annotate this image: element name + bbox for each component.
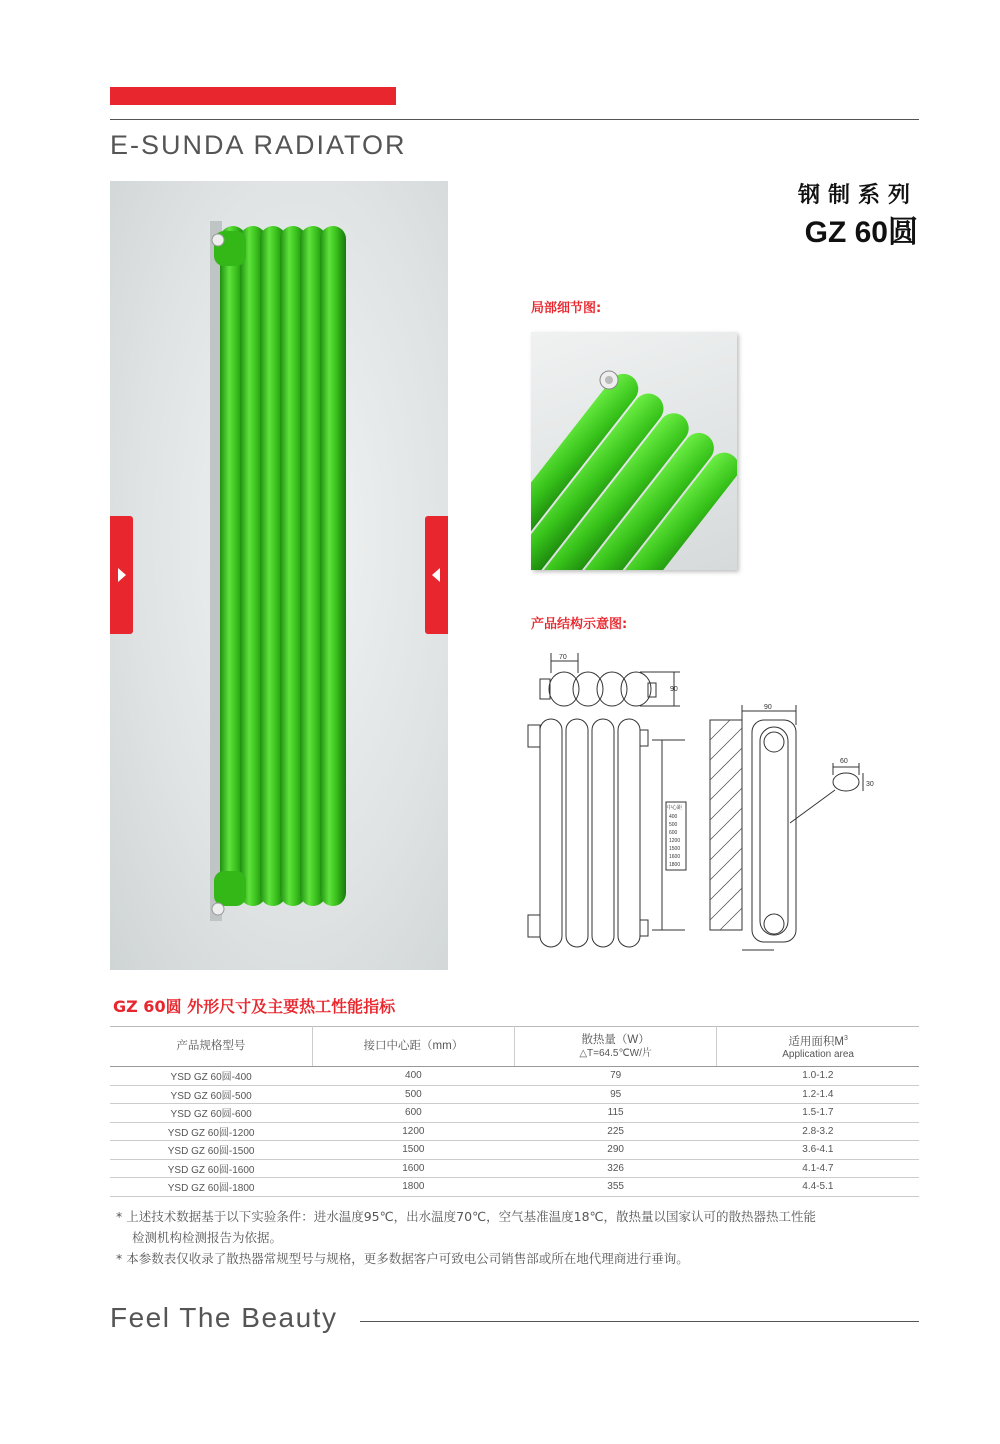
table-row bbox=[110, 1178, 919, 1197]
cell-model: YSD GZ 60圆-1800 bbox=[110, 1178, 312, 1197]
header-red-bar bbox=[110, 87, 396, 105]
cell-model: YSD GZ 60圆-500 bbox=[110, 1085, 312, 1104]
side-view-body bbox=[752, 720, 796, 942]
top-view-tube bbox=[549, 672, 579, 706]
front-view-tube bbox=[566, 719, 588, 947]
front-view-cap bbox=[528, 915, 540, 937]
side-view-tube bbox=[760, 727, 788, 935]
front-view-tube bbox=[592, 719, 614, 947]
cell-area: 2.8-3.2 bbox=[717, 1122, 919, 1141]
cell-heat: 290 bbox=[515, 1141, 717, 1160]
product-photo bbox=[110, 181, 448, 970]
header-heat-output bbox=[515, 1027, 717, 1067]
header-area-sup: 3 bbox=[843, 1034, 848, 1042]
center-value: 1200 bbox=[669, 838, 681, 844]
front-view-tube bbox=[618, 719, 640, 947]
cell-heat: 225 bbox=[515, 1122, 717, 1141]
cell-center: 1600 bbox=[312, 1159, 514, 1178]
table-row bbox=[110, 1122, 919, 1141]
cell-center: 1500 bbox=[312, 1141, 514, 1160]
wall-section bbox=[710, 720, 742, 930]
table-title: GZ 60圆 外形尺寸及主要热工性能指标 bbox=[113, 997, 396, 1016]
center-value: 1500 bbox=[669, 846, 681, 852]
cell-heat: 95 bbox=[515, 1085, 717, 1104]
dim-label-30: 30 bbox=[866, 781, 874, 788]
dim-label-90-side: 90 bbox=[670, 686, 678, 693]
next-arrow-tab[interactable] bbox=[110, 516, 133, 634]
cell-area: 3.6-4.1 bbox=[717, 1141, 919, 1160]
cell-area: 1.2-1.4 bbox=[717, 1085, 919, 1104]
center-value: 600 bbox=[669, 830, 678, 836]
radiator-detail-illustration bbox=[531, 332, 737, 570]
cell-area: 4.1-4.7 bbox=[717, 1159, 919, 1178]
header-center-distance: 接口中心距（mm） bbox=[312, 1027, 514, 1067]
table-row bbox=[110, 1104, 919, 1123]
header-model: 产品规格型号 bbox=[110, 1027, 312, 1067]
cell-center: 1200 bbox=[312, 1122, 514, 1141]
dim-label-90-top: 90 bbox=[764, 704, 772, 711]
leader-line bbox=[790, 790, 835, 823]
center-value: 400 bbox=[669, 814, 678, 820]
side-view-port bbox=[764, 732, 784, 752]
series-title: 钢制系列 bbox=[797, 183, 918, 208]
cell-heat: 326 bbox=[515, 1159, 717, 1178]
table-row bbox=[110, 1067, 919, 1086]
cell-model: YSD GZ 60圆-1500 bbox=[110, 1141, 312, 1160]
wall-hatch bbox=[710, 720, 742, 930]
cell-center: 1800 bbox=[312, 1178, 514, 1197]
header-area-main: 适用面积M bbox=[788, 1035, 844, 1048]
arrow-right-icon bbox=[118, 568, 126, 582]
front-view-cap bbox=[640, 730, 648, 746]
section-ellipse bbox=[833, 773, 859, 791]
cell-heat: 355 bbox=[515, 1178, 717, 1197]
cell-heat: 115 bbox=[515, 1104, 717, 1123]
header-divider bbox=[110, 119, 919, 120]
table-row bbox=[110, 1085, 919, 1104]
cell-center: 400 bbox=[312, 1067, 514, 1086]
header-area bbox=[717, 1027, 919, 1067]
top-view-cap bbox=[648, 683, 656, 697]
center-value: 1800 bbox=[669, 862, 681, 868]
center-value: 1600 bbox=[669, 854, 681, 860]
table-row bbox=[110, 1141, 919, 1160]
top-view-tube bbox=[573, 672, 603, 706]
cell-area: 1.0-1.2 bbox=[717, 1067, 919, 1086]
header-heat-output-sub: △T=64.5℃W/片 bbox=[579, 1047, 652, 1059]
top-view-tube bbox=[597, 672, 627, 706]
detail-section-label: 局部细节图: bbox=[531, 301, 602, 316]
center-distance-label: 中心距 bbox=[667, 805, 683, 811]
model-title: GZ 60圆 bbox=[804, 216, 918, 249]
cell-model: YSD GZ 60圆-400 bbox=[110, 1067, 312, 1086]
structure-section-label: 产品结构示意图: bbox=[531, 617, 628, 632]
table-row bbox=[110, 1159, 919, 1178]
front-view-cap bbox=[528, 725, 540, 747]
cell-center: 600 bbox=[312, 1104, 514, 1123]
top-view-tube bbox=[621, 672, 651, 706]
side-view-port bbox=[764, 914, 784, 934]
footnotes bbox=[116, 1206, 916, 1269]
cell-model: YSD GZ 60圆-600 bbox=[110, 1104, 312, 1123]
note-2: * 本参数表仅收录了散热器常规型号与规格，更多数据客户可致电公司销售部或所在地代理商进行垂询。 bbox=[116, 1251, 689, 1266]
cell-area: 4.4-5.1 bbox=[717, 1178, 919, 1197]
brand-title: E-SUNDA RADIATOR bbox=[110, 130, 407, 160]
note-1-line-2: 检测机构检测报告为依据。 bbox=[132, 1230, 283, 1245]
cell-heat: 79 bbox=[515, 1067, 717, 1086]
table-header-row bbox=[110, 1027, 919, 1067]
header-area-sub: Application area bbox=[782, 1049, 854, 1061]
dim-label-60: 60 bbox=[840, 758, 848, 765]
footer-slogan: Feel The Beauty bbox=[110, 1302, 338, 1333]
technical-drawing bbox=[520, 645, 900, 965]
front-view-cap bbox=[640, 920, 648, 936]
cell-area: 1.5-1.7 bbox=[717, 1104, 919, 1123]
dim-label-70: 70 bbox=[559, 654, 567, 661]
spec-table bbox=[110, 1026, 919, 1197]
structure-diagram bbox=[520, 645, 900, 965]
cell-model: YSD GZ 60圆-1200 bbox=[110, 1122, 312, 1141]
header-heat-output-main: 散热量（W） bbox=[581, 1033, 650, 1046]
note-1-line-1: * 上述技术数据基于以下实验条件：进水温度95℃，出水温度70℃，空气基准温度18℃，散热量以国家认可的散热器热工性能 bbox=[116, 1209, 817, 1224]
cell-center: 500 bbox=[312, 1085, 514, 1104]
detail-photo bbox=[531, 332, 737, 570]
center-value: 500 bbox=[669, 822, 678, 828]
footer-divider bbox=[360, 1321, 919, 1322]
radiator-illustration bbox=[110, 181, 448, 970]
cell-model: YSD GZ 60圆-1600 bbox=[110, 1159, 312, 1178]
prev-arrow-tab[interactable] bbox=[425, 516, 448, 634]
arrow-left-icon bbox=[432, 568, 440, 582]
front-view-tube bbox=[540, 719, 562, 947]
